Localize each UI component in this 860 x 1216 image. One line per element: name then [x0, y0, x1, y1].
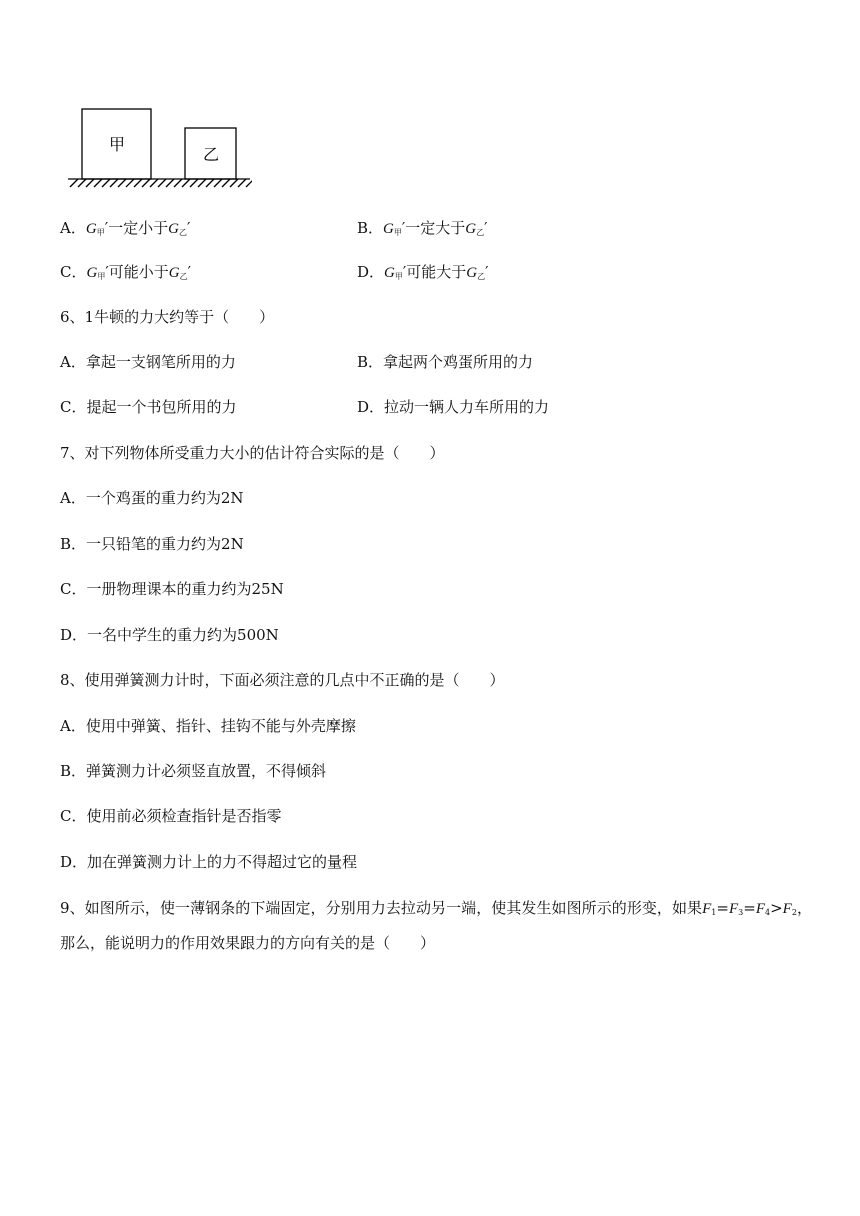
ground-hatch-line	[182, 179, 190, 187]
ground-hatch-line	[214, 179, 222, 187]
ground-hatch-line	[126, 179, 134, 187]
q8-option-b: B．弹簧测力计必须竖直放置，不得倾斜	[60, 762, 327, 780]
q7-option-d: D．一名中学生的重力约为500N	[60, 626, 279, 644]
q6-option-c: C．提起一个书包所用的力	[60, 398, 237, 416]
q6-option-a: A．拿起一支钢笔所用的力	[60, 353, 236, 371]
q6-option-b: B．拿起两个鸡蛋所用的力	[357, 353, 534, 371]
q7-option-b: B．一只铅笔的重力约为2N	[60, 535, 244, 553]
ground-hatch-line	[78, 179, 86, 187]
q8-option-a: A．使用中弹簧、指针、挂钩不能与外壳摩擦	[60, 717, 356, 735]
ground-hatch-line	[246, 179, 252, 187]
ground-hatch-line	[190, 179, 198, 187]
ground-hatch-line	[94, 179, 102, 187]
box-jia-label: 甲	[108, 135, 126, 154]
ground-hatch-line	[110, 179, 118, 187]
q5-option-a: A．$G_甲'$一定小于$G_乙'$	[60, 219, 191, 237]
q9-stem: 9、如图所示，使一薄钢条的下端固定，分别用力去拉动另一端，使其发生如图所示的形变，如果$F_1=F_3=F_4>F_2$，那么，能说明力的作用效果跟力的方向有关的是（ ）	[60, 899, 812, 952]
q7-option-a: A．一个鸡蛋的重力约为2N	[60, 489, 244, 507]
box-jia	[82, 109, 151, 179]
q8-option-d: D．加在弹簧测力计上的力不得超过它的量程	[60, 853, 358, 871]
ground-hatch-line	[198, 179, 206, 187]
q6-option-d: D．拉动一辆人力车所用的力	[357, 398, 550, 416]
q8-stem: 8、使用弹簧测力计时，下面必须注意的几点中不正确的是（ ）	[60, 671, 505, 689]
ground-hatch-line	[230, 179, 238, 187]
q5-option-d: D．$G_甲'$可能大于$G_乙'$	[357, 263, 489, 281]
q6-stem: 6、1牛顿的力大约等于（ ）	[60, 308, 275, 326]
ground-hatch-line	[222, 179, 230, 187]
ground-hatch-line	[70, 179, 78, 187]
ground-hatch-line	[174, 179, 182, 187]
box-yi-label: 乙	[202, 145, 220, 164]
ground-hatch-line	[238, 179, 246, 187]
boxes-figure	[60, 104, 252, 194]
ground-hatch-line	[166, 179, 174, 187]
ground-hatch-line	[86, 179, 94, 187]
ground-hatch-line	[134, 179, 142, 187]
ground-hatch-line	[142, 179, 150, 187]
q8-option-c: C．使用前必须检查指针是否指零	[60, 807, 282, 825]
q7-stem: 7、对下列物体所受重力大小的估计符合实际的是（ ）	[60, 444, 445, 462]
ground-surface	[68, 179, 252, 187]
ground-hatch-line	[158, 179, 166, 187]
q5-option-b: B．$G_甲'$一定大于$G_乙'$	[357, 219, 488, 237]
ground-hatch-line	[118, 179, 126, 187]
q7-option-c: C．一册物理课本的重力约为25N	[60, 580, 284, 598]
ground-hatch-line	[150, 179, 158, 187]
q5-option-c: C．$G_甲'$可能小于$G_乙'$	[60, 263, 191, 281]
ground-hatch-line	[206, 179, 214, 187]
box-yi	[185, 128, 236, 179]
ground-hatch-line	[102, 179, 110, 187]
